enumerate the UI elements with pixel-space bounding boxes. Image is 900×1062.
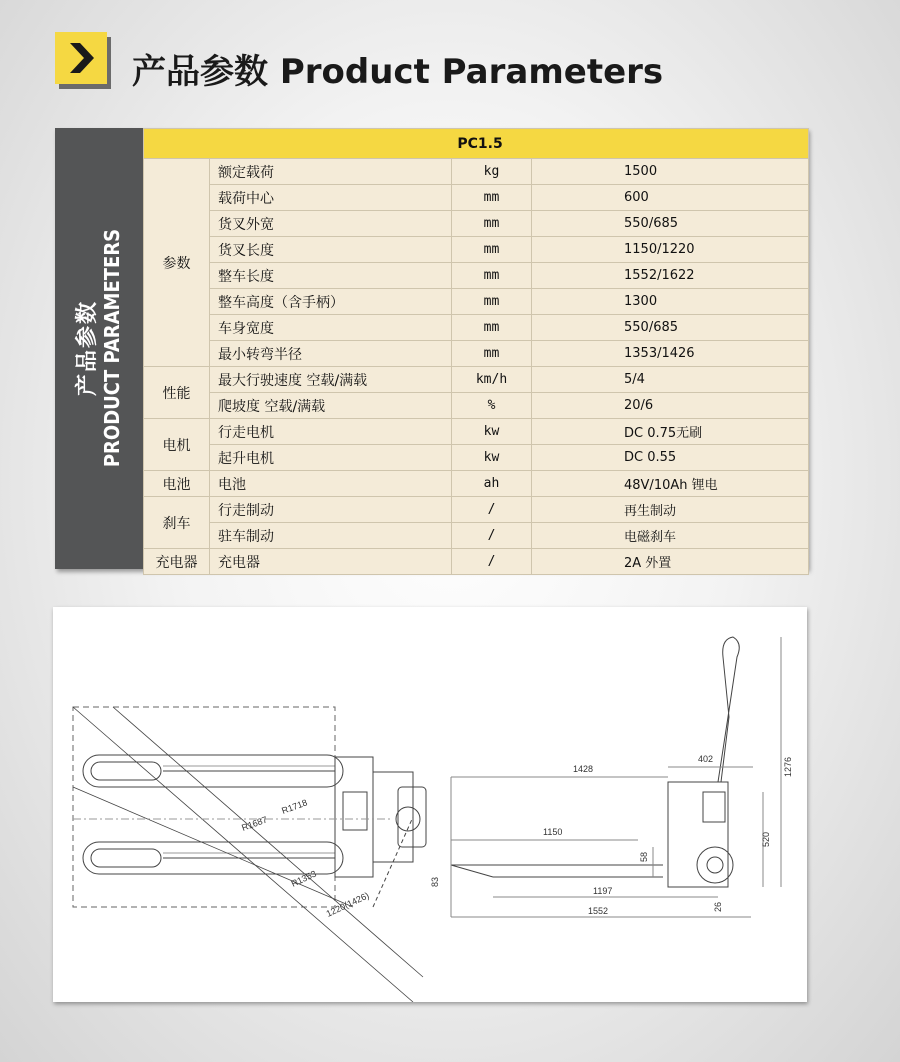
param-value: 550/685	[532, 211, 809, 237]
param-name: 爬坡度 空载/满载	[210, 393, 452, 419]
table-row	[144, 211, 809, 237]
param-unit: mm	[452, 185, 532, 211]
param-name: 载荷中心	[210, 185, 452, 211]
dim-r1687: R1687	[240, 814, 269, 833]
table-row	[144, 315, 809, 341]
param-unit: /	[452, 497, 532, 523]
param-value: 600	[532, 185, 809, 211]
technical-drawing	[53, 607, 807, 1002]
side-label	[75, 229, 123, 467]
dim-1197: 1197	[593, 886, 613, 896]
side-label-en: PRODUCT PARAMETERS	[100, 228, 124, 468]
param-name: 行走电机	[210, 419, 452, 445]
table-row	[144, 471, 809, 497]
param-unit: /	[452, 523, 532, 549]
param-unit: mm	[452, 211, 532, 237]
param-name: 货叉长度	[210, 237, 452, 263]
dim-83: 83	[430, 876, 440, 887]
header-badge	[55, 32, 107, 84]
param-name: 整车高度（含手柄）	[210, 289, 452, 315]
side-band	[55, 128, 143, 569]
param-unit: kw	[452, 445, 532, 471]
chevron-right-icon	[66, 41, 96, 75]
side-label-cn: 产品参数	[75, 300, 100, 397]
top-view	[73, 707, 426, 1002]
param-name: 整车长度	[210, 263, 452, 289]
dim-1552: 1552	[588, 906, 609, 916]
table-row	[144, 237, 809, 263]
group-label: 刹车	[144, 497, 210, 549]
dim-r1353: R1353	[289, 868, 318, 889]
dim-1276: 1276	[783, 756, 793, 777]
param-unit: mm	[452, 289, 532, 315]
param-name: 最大行驶速度 空载/满载	[210, 367, 452, 393]
param-unit: ah	[452, 471, 532, 497]
table-row	[144, 159, 809, 185]
table-row	[144, 497, 809, 523]
group-label: 电池	[144, 471, 210, 497]
param-value: 2A 外置	[532, 549, 809, 575]
group-label: 电机	[144, 419, 210, 471]
param-unit: mm	[452, 315, 532, 341]
dim-58: 58	[639, 851, 649, 862]
dim-26: 26	[713, 901, 723, 912]
param-value: 1552/1622	[532, 263, 809, 289]
param-value: 48V/10Ah 锂电	[532, 471, 809, 497]
table-row	[144, 289, 809, 315]
table-row	[144, 367, 809, 393]
dim-1428: 1428	[573, 764, 594, 774]
param-name: 车身宽度	[210, 315, 452, 341]
param-name: 最小转弯半径	[210, 341, 452, 367]
param-value: 5/4	[532, 367, 809, 393]
param-value: 1150/1220	[532, 237, 809, 263]
param-name: 驻车制动	[210, 523, 452, 549]
group-label: 充电器	[144, 549, 210, 575]
drawing-svg	[53, 607, 807, 1002]
param-value: 1500	[532, 159, 809, 185]
param-value: 20/6	[532, 393, 809, 419]
table-row	[144, 445, 809, 471]
dim-520: 520	[761, 831, 771, 847]
dim-1150: 1150	[543, 827, 563, 837]
param-unit: mm	[452, 263, 532, 289]
param-value: 1300	[532, 289, 809, 315]
side-view	[451, 637, 781, 917]
param-value: DC 0.55	[532, 445, 809, 471]
group-label: 性能	[144, 367, 210, 419]
param-name: 电池	[210, 471, 452, 497]
dim-r1718: R1718	[280, 797, 309, 816]
dim-402: 402	[698, 754, 714, 764]
table-row	[144, 263, 809, 289]
param-unit: mm	[452, 341, 532, 367]
table-row	[144, 549, 809, 575]
param-value: 550/685	[532, 315, 809, 341]
table-row	[144, 341, 809, 367]
param-value: 电磁刹车	[532, 523, 809, 549]
table-row	[144, 419, 809, 445]
model-label: PC1.5	[144, 129, 809, 159]
dim-span: 1220(1426)	[324, 890, 371, 919]
table-row	[144, 393, 809, 419]
model-row	[144, 129, 809, 159]
param-name: 额定载荷	[210, 159, 452, 185]
param-unit: /	[452, 549, 532, 575]
param-unit: kw	[452, 419, 532, 445]
param-name: 货叉外宽	[210, 211, 452, 237]
param-name: 起升电机	[210, 445, 452, 471]
page-title: 产品参数 Product Parameters	[132, 52, 664, 92]
param-unit: mm	[452, 237, 532, 263]
spec-table-panel	[55, 128, 808, 569]
param-name: 充电器	[210, 549, 452, 575]
param-name: 行走制动	[210, 497, 452, 523]
table-row	[144, 523, 809, 549]
param-unit: kg	[452, 159, 532, 185]
param-unit: %	[452, 393, 532, 419]
param-value: 再生制动	[532, 497, 809, 523]
spec-table	[143, 128, 809, 575]
table-row	[144, 185, 809, 211]
param-value: DC 0.75无刷	[532, 419, 809, 445]
group-label: 参数	[144, 159, 210, 367]
param-unit: km/h	[452, 367, 532, 393]
param-value: 1353/1426	[532, 341, 809, 367]
